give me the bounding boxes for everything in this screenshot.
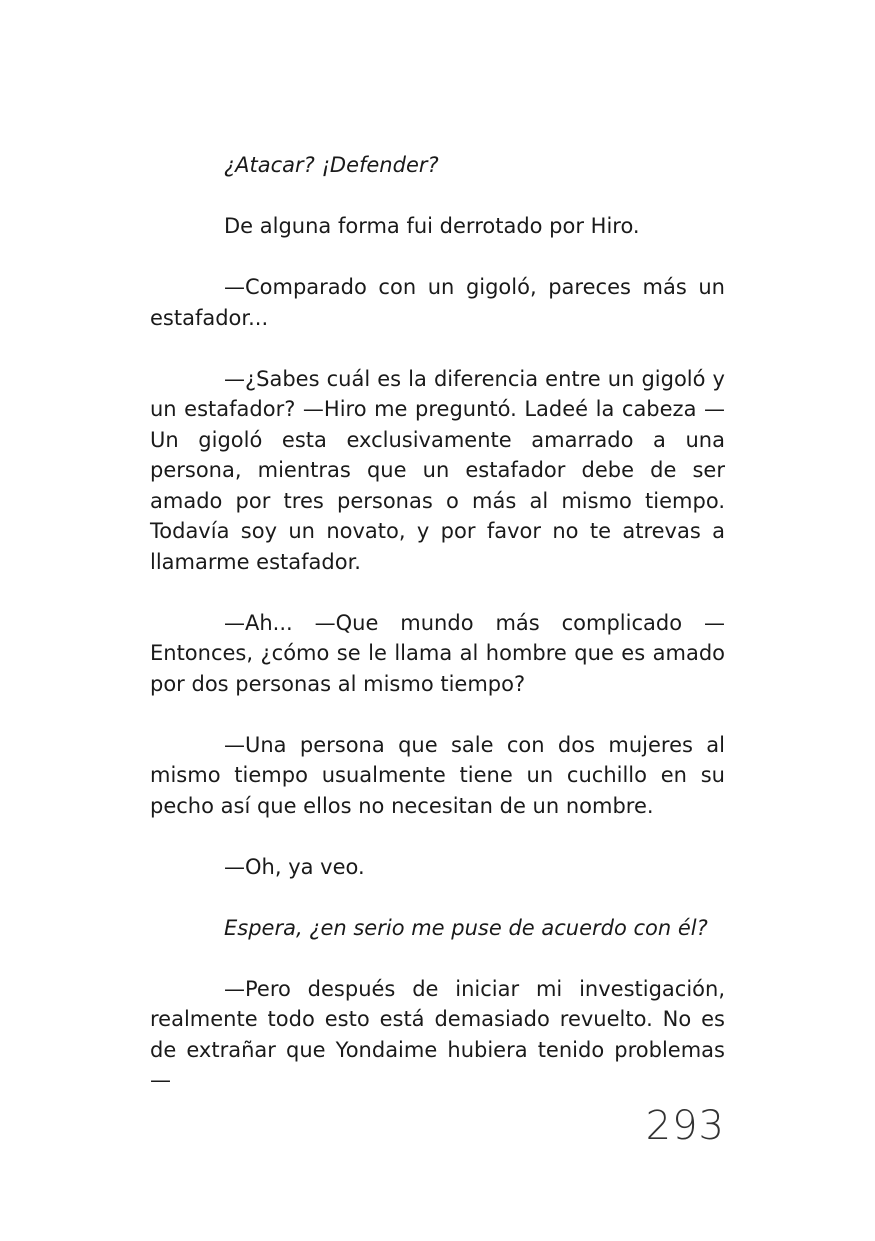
paragraph: ¿Atacar? ¡Defender? [224,153,439,177]
paragraph: De alguna forma fui derrotado por Hiro. [224,214,640,238]
paragraph: —¿Sabes cuál es la diferencia entre un gigoló y un estafador? —Hiro me preguntó. Ladeé la cabeza —Un gigoló esta exclusivamente amarrado a una persona, mientras que un estafador debe de ser amado por tres personas o más al mismo tiempo. Todavía soy un novato, y por favor no te atrevas a llamarme estafador. [150,366,725,574]
page-number: 293 [645,1103,725,1149]
paragraph: —Una persona que sale con dos mujeres al mismo tiempo usualmente tiene un cuchillo en su pecho así que ellos no necesitan de un nombre. [150,732,725,818]
paragraph: —Comparado con un gigoló, pareces más un estafador... [150,275,725,330]
paragraph: —Pero después de iniciar mi investigación, realmente todo esto está demasiado revuelto. No es de extrañar que Yondaime hubiera tenido problemas — [150,976,725,1092]
paragraph: —Ah... —Que mundo más complicado —Entonces, ¿cómo se le llama al hombre que es amado por dos personas al mismo tiempo? [150,610,725,696]
body-text [150,150,725,1126]
paragraph: Espera, ¿en serio me puse de acuerdo con él? [224,915,708,940]
paragraph: —Oh, ya veo. [224,854,365,879]
